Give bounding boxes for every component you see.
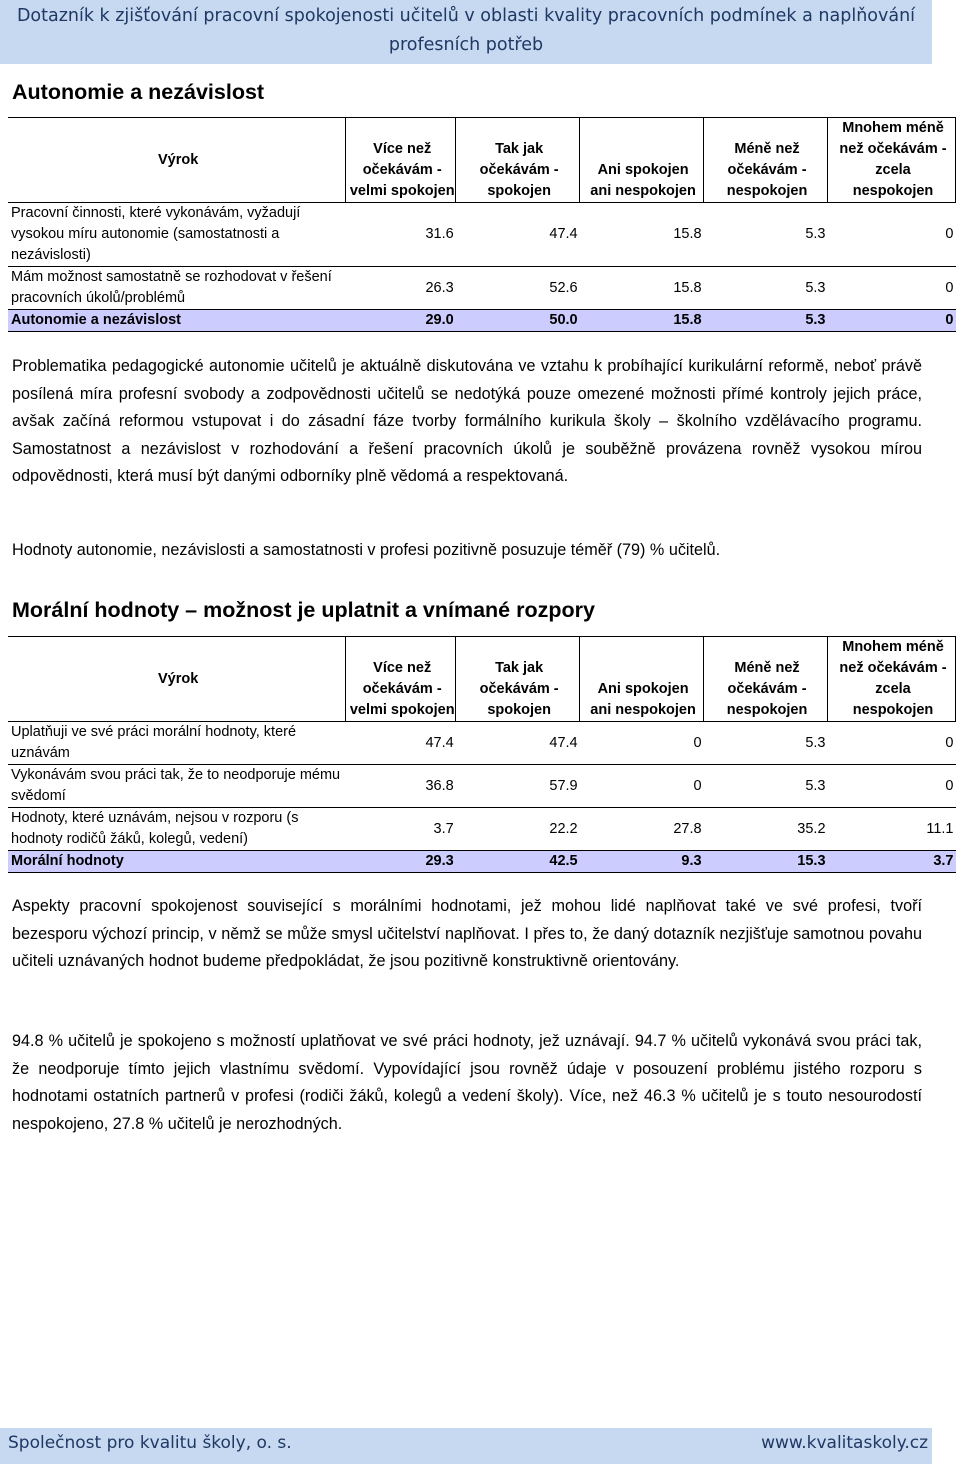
table-row — [8, 203, 956, 267]
row-statement: Hodnoty, které uznávám, nejsou v rozporu (s hodnoty rodičů žáků, kolegů, vedení) — [8, 808, 346, 851]
cell-value: 35.2 — [704, 808, 828, 851]
summary-value: 15.8 — [580, 310, 704, 332]
table-row — [8, 765, 956, 808]
summary-value: 3.7 — [828, 851, 956, 873]
row-statement: Vykonávám svou práci tak, že to neodporuje mému svědomí — [8, 765, 346, 808]
footer-organization: Společnost pro kvalitu školy, o. s. — [8, 1433, 292, 1453]
row-statement: Mám možnost samostatně se rozhodovat v řešení pracovních úkolů/problémů — [8, 267, 346, 310]
row-statement: Pracovní činnosti, které vykonávám, vyžadují vysokou míru autonomie (samostatnosti a nezávislosti) — [8, 203, 346, 267]
section-title-autonomy: Autonomie a nezávislost — [12, 80, 265, 104]
paragraph-moral-values-results: 94.8 % učitelů je spokojeno s možností uplatňovat ve své práci hodnoty, jež uznávají. 94.7 % učitelů vykonává svou práci tak, že neodporuje tímto jejich vlastnímu svědomí. Vypovídající jsou rovněž údaje v posouzení problému jistého rozporu s hodnotami ostatních partnerů v profesi (rodiči žáků, kolegů a vedení školy). Více, než 46.3 % učitelů je s touto nesourodostí nespokojeno, 27.8 % učitelů je nerozhodných. — [12, 1032, 922, 1133]
paragraph-moral-values: Aspekty pracovní spokojenost související s morálními hodnotami, jež mohou lidé naplňovat také ve své profesi, tvoří bezesporu výchozí princip, v němž se může smysl učitelství naplňovat. I přes to, že daný dotazník nezjišťuje samotnou povahu učiteli uznávaných hodnot budeme předpokládat, že jsou pozitivně konstruktivně orientovány. — [12, 897, 922, 970]
table-header-row — [8, 118, 956, 203]
paragraph-autonomy-summary: Hodnoty autonomie, nezávislosti a samostatnosti v profesi pozitivně posuzuje téměř (79) % učitelů. — [12, 541, 721, 559]
cell-value: 47.4 — [456, 722, 580, 765]
column-header-much-less: Mnohem méně než očekávám - zcela nespokojen — [828, 637, 956, 722]
summary-label: Morální hodnoty — [8, 851, 346, 873]
moral-values-table — [8, 636, 956, 873]
cell-value: 36.8 — [346, 765, 456, 808]
cell-value: 11.1 — [828, 808, 956, 851]
summary-value: 5.3 — [704, 310, 828, 332]
header-line-1: Dotazník k zjišťování pracovní spokojenosti učitelů v oblasti kvality pracovních podmínek a naplňování — [16, 6, 916, 26]
summary-value: 50.0 — [456, 310, 580, 332]
header-line-2: profesních potřeb — [388, 35, 544, 55]
paragraph-autonomy: Problematika pedagogické autonomie učitelů je aktuálně diskutována ve vztahu k probíhající kurikulární reformě, neboť právě posílená míra profesní svobody a zodpovědnosti učitelů se nedotýká pouze omezené možnosti přímé kontroly jejich práce, avšak začíná reformou vstupovat i do zásadní fáze tvorby formálního kurikula školy – školního vzdělávacího programu. Samostatnost a nezávislost v rozhodování a řešení pracovních úkolů je souběžně provázena rovněž vysokou mírou odpovědnosti, která musí být danými odborníky plně vědomá a respektovaná. — [12, 357, 922, 485]
cell-value: 52.6 — [456, 267, 580, 310]
cell-value: 3.7 — [346, 808, 456, 851]
column-header-neutral: Ani spokojen ani nespokojen — [580, 118, 704, 203]
column-header-more: Více než očekávám - velmi spokojen — [346, 118, 456, 203]
cell-value: 0 — [828, 203, 956, 267]
table-header-row — [8, 637, 956, 722]
cell-value: 5.3 — [704, 203, 828, 267]
summary-row — [8, 310, 956, 332]
summary-label: Autonomie a nezávislost — [8, 310, 346, 332]
section-title-moral-values: Morální hodnoty – možnost je uplatnit a vnímané rozpory — [12, 598, 595, 622]
column-header-as-expected: Tak jak očekávám - spokojen — [456, 637, 580, 722]
cell-value: 0 — [828, 765, 956, 808]
table-row — [8, 267, 956, 310]
footer-website-link[interactable]: www.kvalitaskoly.cz — [761, 1433, 928, 1453]
column-header-less: Méně než očekávám - nespokojen — [704, 118, 828, 203]
column-header-vyrok: Výrok — [8, 118, 346, 203]
cell-value: 47.4 — [346, 722, 456, 765]
summary-value: 0 — [828, 310, 956, 332]
cell-value: 0 — [580, 722, 704, 765]
cell-value: 26.3 — [346, 267, 456, 310]
column-header-as-expected: Tak jak očekávám - spokojen — [456, 118, 580, 203]
page-footer — [0, 1428, 932, 1464]
cell-value: 15.8 — [580, 267, 704, 310]
summary-value: 29.3 — [346, 851, 456, 873]
autonomy-table — [8, 117, 956, 332]
column-header-neutral: Ani spokojen ani nespokojen — [580, 637, 704, 722]
cell-value: 47.4 — [456, 203, 580, 267]
cell-value: 27.8 — [580, 808, 704, 851]
summary-value: 15.3 — [704, 851, 828, 873]
cell-value: 22.2 — [456, 808, 580, 851]
cell-value: 57.9 — [456, 765, 580, 808]
cell-value: 0 — [580, 765, 704, 808]
column-header-vyrok: Výrok — [8, 637, 346, 722]
page-header — [0, 0, 932, 64]
column-header-more: Více než očekávám - velmi spokojen — [346, 637, 456, 722]
summary-value: 42.5 — [456, 851, 580, 873]
cell-value: 5.3 — [704, 765, 828, 808]
cell-value: 15.8 — [580, 203, 704, 267]
table-row — [8, 722, 956, 765]
summary-row — [8, 851, 956, 873]
row-statement: Uplatňuji ve své práci morální hodnoty, které uznávám — [8, 722, 346, 765]
cell-value: 0 — [828, 722, 956, 765]
cell-value: 31.6 — [346, 203, 456, 267]
cell-value: 5.3 — [704, 722, 828, 765]
table-row — [8, 808, 956, 851]
summary-value: 29.0 — [346, 310, 456, 332]
cell-value: 5.3 — [704, 267, 828, 310]
cell-value: 0 — [828, 267, 956, 310]
summary-value: 9.3 — [580, 851, 704, 873]
column-header-much-less: Mnohem méně než očekávám - zcela nespokojen — [828, 118, 956, 203]
column-header-less: Méně než očekávám - nespokojen — [704, 637, 828, 722]
